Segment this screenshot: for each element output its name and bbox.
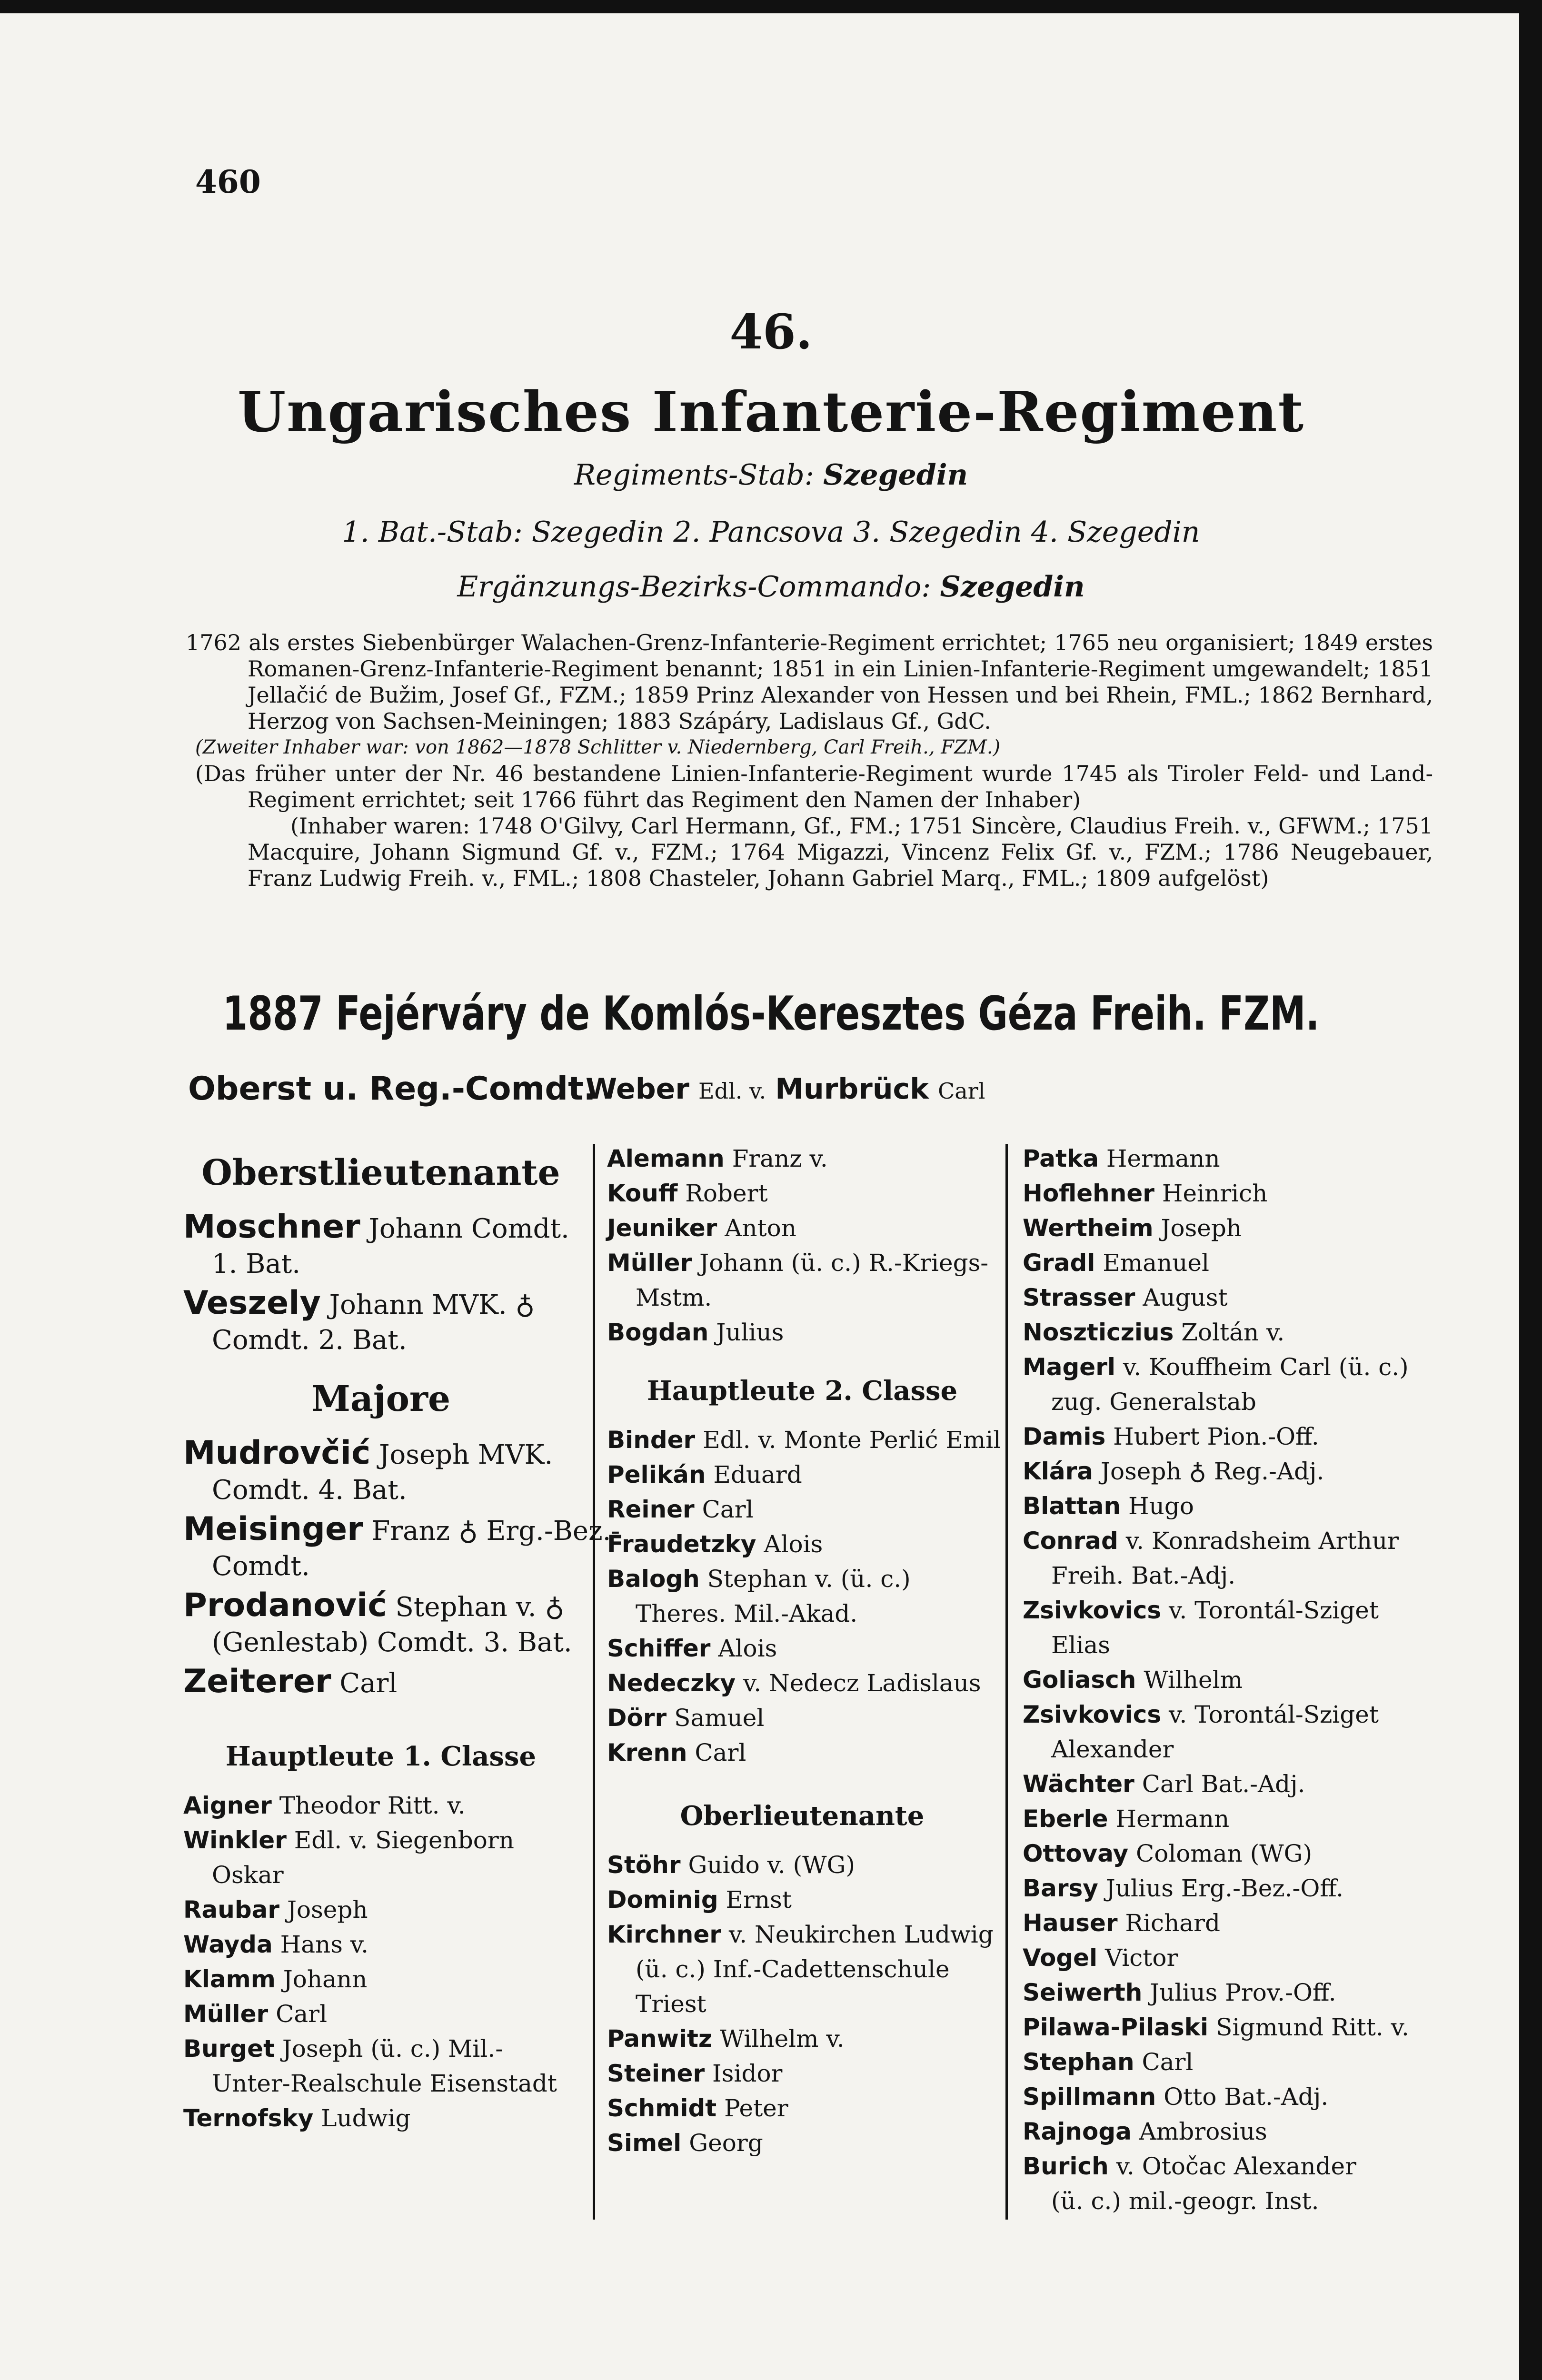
entry-continuation: zug. Generalstab xyxy=(1051,1388,1256,1416)
surname: Spillmann xyxy=(1023,2083,1156,2111)
entry-details: Carl xyxy=(1142,2048,1194,2076)
list-item xyxy=(183,1823,578,1893)
entry-details: Theodor Ritt. v. xyxy=(279,1792,466,1819)
entry-line xyxy=(183,1510,620,1549)
surname: Panwitz xyxy=(607,2025,712,2053)
entry-line xyxy=(1023,1141,1413,1176)
entry-continuation: Comdt. xyxy=(212,1551,310,1582)
entry-continuation: Mstm. xyxy=(636,1284,712,1311)
list-item xyxy=(607,1458,997,1492)
surname: Krenn xyxy=(607,1739,687,1766)
surname: Blattan xyxy=(1023,1492,1121,1520)
entry-continuation: Theres. Mil.-Akad. xyxy=(636,1600,858,1627)
list-item xyxy=(1023,2045,1413,2080)
entry-line xyxy=(1023,1350,1413,1385)
entry-details: Edl. v. Monte Perlić Emil xyxy=(703,1426,1001,1454)
entry-line xyxy=(607,2022,997,2056)
entry-details: Georg xyxy=(689,2129,763,2157)
entry-line xyxy=(607,2091,997,2126)
history-paragraph: 1762 als erstes Siebenbürger Walachen-Grenz-Infanterie-Regiment errichtet; 1765 neu organisiert; 1849 erstes Romanen-Grenz-Infanterie-Regiment benannt; 1851 in ein Linien-Infanterie-Regiment umgewandelt; 1851 Jellačić de Bužim, Josef Gf., FZM.; 1859 Prinz Alexander von Hessen und bei Rhein, FML.; 1862 Bernhard, Herzog von Sachsen-Meiningen; 1883 Szápáry, Ladislaus Gf., GdC. xyxy=(186,630,1433,734)
list-item xyxy=(607,1701,997,1735)
ergaenzung-line xyxy=(0,570,1542,604)
entry-line xyxy=(1023,1871,1413,1906)
entry-details: Hans v. xyxy=(280,1931,368,1958)
entry-continuation: Comdt. 2. Bat. xyxy=(212,1325,407,1356)
list-item xyxy=(607,1423,1001,1458)
entry-details: Emanuel xyxy=(1103,1249,1209,1277)
surname: Seiwerth xyxy=(1023,1979,1143,2006)
entry-details: Julius xyxy=(716,1319,784,1346)
entry-line xyxy=(183,1997,578,2032)
surname: Moschner xyxy=(183,1208,360,1246)
surname: Ternofsky xyxy=(183,2104,314,2132)
list-item xyxy=(1023,1524,1413,1593)
entry-details: Richard xyxy=(1125,1909,1220,1937)
entry-details: Anton xyxy=(725,1214,796,1242)
surname: Eberle xyxy=(1023,1805,1108,1833)
surname: Hoflehner xyxy=(1023,1180,1154,1207)
entry-line xyxy=(607,1141,997,1176)
entry-details: Joseph MVK. xyxy=(379,1439,553,1470)
entry-line xyxy=(1023,1663,1413,1697)
entry-details: Coloman (WG) xyxy=(1135,1840,1313,1867)
list-item xyxy=(183,1997,578,2032)
ergaenzung-place: Szegedin xyxy=(940,570,1085,604)
oberstleutnante-heading: Oberstlieutenante xyxy=(201,1152,560,1193)
entry-details: Eduard xyxy=(713,1461,802,1488)
entry-continuation: (Genlestab) Comdt. 3. Bat. xyxy=(212,1627,572,1658)
entry-details: v. Torontál-Sziget xyxy=(1169,1701,1379,1728)
list-item xyxy=(1023,2010,1413,2045)
list-item xyxy=(1023,1141,1413,1176)
surname: Klára xyxy=(1023,1458,1094,1485)
surname: Burget xyxy=(183,2035,275,2063)
surname: Schiffer xyxy=(607,1635,711,1662)
entry-line xyxy=(607,1848,997,1883)
list-item xyxy=(1023,1836,1413,1871)
surname: Noszticzius xyxy=(1023,1319,1174,1346)
entry-details: Joseph xyxy=(287,1896,368,1924)
entry-line xyxy=(1023,1767,1413,1802)
list-item xyxy=(607,1666,997,1701)
surname: Wächter xyxy=(1023,1770,1134,1798)
entry-line xyxy=(1023,1315,1413,1350)
surname: Strasser xyxy=(1023,1284,1135,1311)
surname: Damis xyxy=(1023,1423,1106,1450)
majore-heading: Majore xyxy=(311,1378,451,1419)
list-item xyxy=(183,1893,578,1927)
entry-continuation: Alexander xyxy=(1051,1735,1174,1763)
list-item xyxy=(183,1588,578,1660)
oberst-label: Oberst u. Reg.-Comdt. xyxy=(188,1070,596,1108)
entry-details: Guido v. (WG) xyxy=(688,1851,856,1879)
list-item xyxy=(183,1286,578,1358)
ergaenzung-label: Ergänzungs-Bezirks-Commando: xyxy=(457,570,931,604)
entry-continuation: (ü. c.) mil.-geogr. Inst. xyxy=(1051,2187,1319,2215)
entry-details: Johann Comdt. xyxy=(368,1213,569,1244)
surname: Prodanović xyxy=(183,1587,387,1624)
surname: Aigner xyxy=(183,1792,272,1819)
list-item xyxy=(607,2091,997,2126)
entry-details: Sigmund Ritt. v. xyxy=(1216,2013,1409,2041)
surname: Pilawa-Pilaski xyxy=(1023,2013,1209,2041)
entry-details: August xyxy=(1143,1284,1228,1311)
entry-details: Carl xyxy=(702,1496,754,1523)
list-item xyxy=(607,2126,997,2161)
entry-line xyxy=(1023,1975,1413,2010)
entry-line xyxy=(607,1735,997,1770)
list-item xyxy=(183,2101,578,2136)
list-item xyxy=(1023,1489,1413,1524)
surname: Zeiterer xyxy=(183,1663,331,1700)
list-item xyxy=(1023,1767,1413,1802)
list-item xyxy=(1023,1663,1413,1697)
list-item xyxy=(1023,1211,1413,1246)
history-block xyxy=(186,630,1433,892)
entry-details: Franz v. xyxy=(732,1145,828,1172)
entry-line xyxy=(183,1788,578,1823)
list-item xyxy=(183,1788,578,1823)
surname: Kirchner xyxy=(607,1921,721,1948)
regiment-number: 46. xyxy=(729,304,813,360)
entry-line xyxy=(1023,1454,1413,1489)
list-item xyxy=(1023,1315,1413,1350)
entry-details: Alois xyxy=(764,1530,823,1558)
entry-continuation: (ü. c.) Inf.-Cadettenschule Triest xyxy=(636,1955,950,2018)
entry-line xyxy=(1023,1697,1413,1732)
entry-continuation: 1. Bat. xyxy=(212,1249,301,1279)
entry-details: Edl. v. Siegenborn xyxy=(294,1826,514,1854)
oberst-name xyxy=(586,1072,985,1106)
entry-line xyxy=(607,1315,997,1350)
list-item xyxy=(1023,1176,1413,1211)
list-item xyxy=(1023,1697,1413,1767)
battalions-line: 1. Bat.-Stab: Szegedin 2. Pancsova 3. Szegedin 4. Szegedin xyxy=(342,516,1200,549)
surname: Reiner xyxy=(607,1496,695,1523)
entry-details: Carl xyxy=(276,2000,328,2028)
list-item xyxy=(1023,2114,1413,2149)
entry-details: Otto Bat.-Adj. xyxy=(1164,2083,1329,2111)
entry-details: v. Torontál-Sziget xyxy=(1169,1597,1379,1624)
list-item xyxy=(607,1527,997,1562)
entry-line xyxy=(183,1588,578,1625)
regiments-stab-line xyxy=(0,458,1542,492)
list-item xyxy=(607,1492,997,1527)
stab-place: Szegedin xyxy=(823,458,968,492)
list-item xyxy=(1023,1280,1413,1315)
entry-details: Wilhelm v. xyxy=(719,2025,845,2053)
entry-details: v. Neukirchen Ludwig xyxy=(728,1921,994,1948)
surname: Dominig xyxy=(607,1886,718,1914)
entry-details: Franz ♁ Erg.-Bez.- xyxy=(371,1516,620,1547)
list-item xyxy=(1023,1419,1413,1454)
oberst-particle: Edl. v. xyxy=(698,1078,766,1104)
surname: Klamm xyxy=(183,1965,276,1993)
entry-line xyxy=(607,1883,997,1917)
entry-details: Wilhelm xyxy=(1144,1666,1243,1694)
list-item xyxy=(183,1664,578,1701)
entry-line xyxy=(1023,1906,1413,1941)
entry-line xyxy=(607,2056,997,2091)
surname: Fraudetzky xyxy=(607,1530,756,1558)
list-item xyxy=(607,1917,997,2022)
surname: Burich xyxy=(1023,2152,1109,2180)
entry-details: Julius Prov.-Off. xyxy=(1150,1979,1336,2006)
list-item xyxy=(607,2022,997,2056)
entry-details: Samuel xyxy=(674,1704,765,1732)
list-item xyxy=(183,1210,578,1282)
list-item xyxy=(183,2032,578,2101)
surname: Dörr xyxy=(607,1704,667,1732)
entry-line xyxy=(1023,2149,1413,2184)
surname: Raubar xyxy=(183,1896,280,1924)
surname: Pelikán xyxy=(607,1461,706,1488)
list-item xyxy=(1023,2080,1413,2114)
column-2 xyxy=(607,1141,1001,2161)
entry-line xyxy=(607,1562,997,1597)
surname: Wayda xyxy=(183,1931,273,1958)
surname: Steiner xyxy=(607,2060,705,2087)
surname: Müller xyxy=(183,2000,269,2028)
entry-continuation: Oskar xyxy=(212,1861,284,1889)
entry-details: v. Kouffheim Carl (ü. c.) xyxy=(1123,1353,1409,1381)
list-item xyxy=(1023,1941,1413,1975)
entry-details: Julius Erg.-Bez.-Off. xyxy=(1105,1874,1344,1902)
entry-details: Heinrich xyxy=(1162,1180,1268,1207)
oberst-forename: Carl xyxy=(938,1078,985,1104)
surname: Veszely xyxy=(183,1284,321,1322)
entry-line xyxy=(1023,2045,1413,2080)
surname: Stöhr xyxy=(607,1851,681,1879)
entry-details: Joseph (ü. c.) Mil.- xyxy=(282,2035,504,2063)
surname: Conrad xyxy=(1023,1527,1118,1555)
entry-details: Joseph ♁ Reg.-Adj. xyxy=(1100,1458,1324,1485)
entry-details: Zoltán v. xyxy=(1181,1319,1285,1346)
surname: Nedeczky xyxy=(607,1669,736,1697)
surname: Simel xyxy=(607,2129,682,2157)
entry-line xyxy=(607,1631,997,1666)
entry-line xyxy=(1023,1941,1413,1975)
entry-line xyxy=(1023,1280,1413,1315)
entry-line xyxy=(1023,1489,1413,1524)
surname: Alemann xyxy=(607,1145,725,1172)
entry-details: Alois xyxy=(718,1635,777,1662)
entry-details: Carl xyxy=(695,1739,746,1766)
entry-details: Robert xyxy=(685,1180,768,1207)
entry-line xyxy=(183,1286,578,1323)
column-divider-2 xyxy=(1005,1144,1008,2220)
entry-details: Ambrosius xyxy=(1139,2118,1267,2145)
surname: Ottovay xyxy=(1023,1840,1129,1867)
list-item xyxy=(607,1883,997,1917)
list-item xyxy=(183,1927,578,1962)
entry-line xyxy=(607,1176,997,1211)
list-item xyxy=(607,1176,997,1211)
entry-details: Isidor xyxy=(712,2060,783,2087)
entry-line xyxy=(1023,1836,1413,1871)
entry-details: Carl xyxy=(339,1668,398,1699)
earlier-owners-note: (Inhaber waren: 1748 O'Gilvy, Carl Hermann, Gf., FM.; 1751 Sincère, Claudius Freih. v., GFWM.; 1751 Macquire, Johann Sigmund Gf. v., FZM.; 1764 Migazzi, Vincenz Felix Gf. v., FZM.; 1786 Neugebauer, Franz Ludwig Freih. v., FML.; 1808 Chasteler, Johann Gabriel Marq., FML.; 1809 aufgelöst) xyxy=(248,813,1433,891)
list-item xyxy=(607,1848,997,1883)
entry-details: Hubert Pion.-Off. xyxy=(1113,1423,1319,1450)
entry-details: Ludwig xyxy=(321,2104,411,2132)
page-number: 460 xyxy=(195,163,261,200)
list-item xyxy=(183,1436,578,1508)
list-item xyxy=(607,2056,997,2091)
surname: Barsy xyxy=(1023,1874,1098,1902)
entry-details: Peter xyxy=(724,2094,788,2122)
entry-line xyxy=(1023,1802,1413,1836)
surname: Jeuniker xyxy=(607,1214,717,1242)
surname: Kouff xyxy=(607,1180,678,1207)
entry-line xyxy=(1023,2010,1413,2045)
list-item xyxy=(1023,1246,1413,1280)
entry-continuation: Comdt. 4. Bat. xyxy=(212,1475,407,1506)
entry-line xyxy=(183,1962,578,1997)
list-item xyxy=(1023,1906,1413,1941)
surname: Hauser xyxy=(1023,1909,1118,1937)
entry-details: Hermann xyxy=(1106,1145,1220,1172)
entry-continuation: Freih. Bat.-Adj. xyxy=(1051,1562,1236,1589)
oberst-predicate: Murbrück xyxy=(775,1072,929,1106)
entry-details: Stephan v. (ü. c.) xyxy=(707,1565,911,1593)
entry-line xyxy=(1023,1524,1413,1558)
entry-details: Johann MVK. ♁ xyxy=(329,1289,535,1320)
entry-continuation: Unter-Realschule Eisenstadt xyxy=(212,2070,557,2097)
list-item xyxy=(607,1211,997,1246)
entry-line xyxy=(607,1666,997,1701)
list-item xyxy=(183,1510,620,1584)
list-item xyxy=(1023,1593,1413,1663)
entry-details: v. Nedecz Ladislaus xyxy=(743,1669,981,1697)
list-item xyxy=(607,1562,997,1631)
entry-details: Johann (ü. c.) R.-Kriegs- xyxy=(699,1249,989,1277)
surname: Stephan xyxy=(1023,2048,1134,2076)
entry-line xyxy=(183,2101,578,2136)
entry-continuation: Elias xyxy=(1051,1631,1110,1659)
entry-details: Hugo xyxy=(1128,1492,1194,1520)
surname: Goliasch xyxy=(1023,1666,1136,1694)
entry-details: Stephan v. ♁ xyxy=(395,1592,565,1623)
entry-details: Carl Bat.-Adj. xyxy=(1142,1770,1305,1798)
entry-line xyxy=(1023,1211,1413,1246)
surname: Rajnoga xyxy=(1023,2118,1132,2145)
entry-details: Johann xyxy=(283,1965,368,1993)
column-divider-1 xyxy=(593,1144,595,2220)
earlier-regiment-note: (Das früher unter der Nr. 46 bestandene Linien-Infanterie-Regiment wurde 1745 als Tiroler Feld- und Land-Regiment errichtet; seit 1766 führt das Regiment den Namen der Inhaber) xyxy=(195,761,1433,813)
surname: Vogel xyxy=(1023,1944,1098,1972)
surname: Mudrovčić xyxy=(183,1434,371,1472)
list-item xyxy=(607,1141,997,1176)
entry-line xyxy=(1023,1176,1413,1211)
list-item xyxy=(1023,1350,1413,1419)
list-item xyxy=(607,1315,997,1350)
list-item xyxy=(1023,1871,1413,1906)
hauptleute-1-heading: Hauptleute 1. Classe xyxy=(225,1741,537,1772)
surname: Balogh xyxy=(607,1565,700,1593)
entry-line xyxy=(1023,1419,1413,1454)
entry-line xyxy=(607,1211,997,1246)
entry-line xyxy=(1023,1246,1413,1280)
surname: Patka xyxy=(1023,1145,1099,1172)
column-3 xyxy=(1023,1141,1413,2219)
entry-line xyxy=(183,1436,578,1473)
surname: Schmidt xyxy=(607,2094,717,2122)
oberlieutenante-heading: Oberlieutenante xyxy=(680,1800,925,1832)
regiment-title: Ungarisches Infanterie-Regiment xyxy=(237,380,1305,445)
list-item xyxy=(607,1246,997,1315)
list-item xyxy=(1023,2149,1413,2219)
entry-line xyxy=(183,1210,578,1247)
surname: Zsivkovics xyxy=(1023,1597,1162,1624)
entry-line xyxy=(607,1246,997,1280)
oberst-surname: Weber xyxy=(586,1072,689,1106)
entry-line xyxy=(183,1893,578,1927)
entry-details: Joseph xyxy=(1161,1214,1242,1242)
entry-line xyxy=(183,2032,578,2066)
surname: Magerl xyxy=(1023,1353,1115,1381)
list-item xyxy=(607,1735,997,1770)
column-1 xyxy=(183,1151,620,2136)
entry-details: v. Konradsheim Arthur xyxy=(1125,1527,1399,1555)
surname: Meisinger xyxy=(183,1510,363,1548)
entry-line xyxy=(607,1701,997,1735)
entry-line xyxy=(1023,2080,1413,2114)
regiment-owner: 1887 Fejérváry de Komlós-Keresztes Géza Freih. FZM. xyxy=(222,987,1320,1041)
entry-details: v. Otočac Alexander xyxy=(1116,2152,1357,2180)
list-item xyxy=(1023,1975,1413,2010)
entry-line xyxy=(1023,2114,1413,2149)
surname: Gradl xyxy=(1023,1249,1095,1277)
list-item xyxy=(1023,1802,1413,1836)
entry-line xyxy=(183,1664,578,1701)
list-item xyxy=(607,1631,997,1666)
entry-line xyxy=(607,1458,997,1492)
entry-line xyxy=(607,2126,997,2161)
entry-line xyxy=(183,1823,578,1858)
surname: Wertheim xyxy=(1023,1214,1154,1242)
list-item xyxy=(1023,1454,1413,1489)
surname: Binder xyxy=(607,1426,696,1454)
entry-line xyxy=(607,1917,997,1952)
surname: Zsivkovics xyxy=(1023,1701,1162,1728)
surname: Müller xyxy=(607,1249,692,1277)
entry-line xyxy=(607,1527,997,1562)
surname: Bogdan xyxy=(607,1319,709,1346)
list-item xyxy=(183,1962,578,1997)
entry-line xyxy=(183,1927,578,1962)
entry-details: Hermann xyxy=(1115,1805,1230,1833)
second-owner-note: (Zweiter Inhaber war: von 1862—1878 Schlitter v. Niedernberg, Carl Freih., FZM.) xyxy=(195,736,1001,758)
hauptleute-2-heading: Hauptleute 2. Classe xyxy=(647,1375,958,1407)
stab-label: Regiments-Stab: xyxy=(574,458,814,492)
entry-details: Ernst xyxy=(726,1886,792,1914)
entry-line xyxy=(1023,1593,1413,1628)
surname: Winkler xyxy=(183,1826,287,1854)
entry-line xyxy=(607,1423,1001,1458)
entry-line xyxy=(607,1492,997,1527)
entry-details: Victor xyxy=(1105,1944,1178,1972)
